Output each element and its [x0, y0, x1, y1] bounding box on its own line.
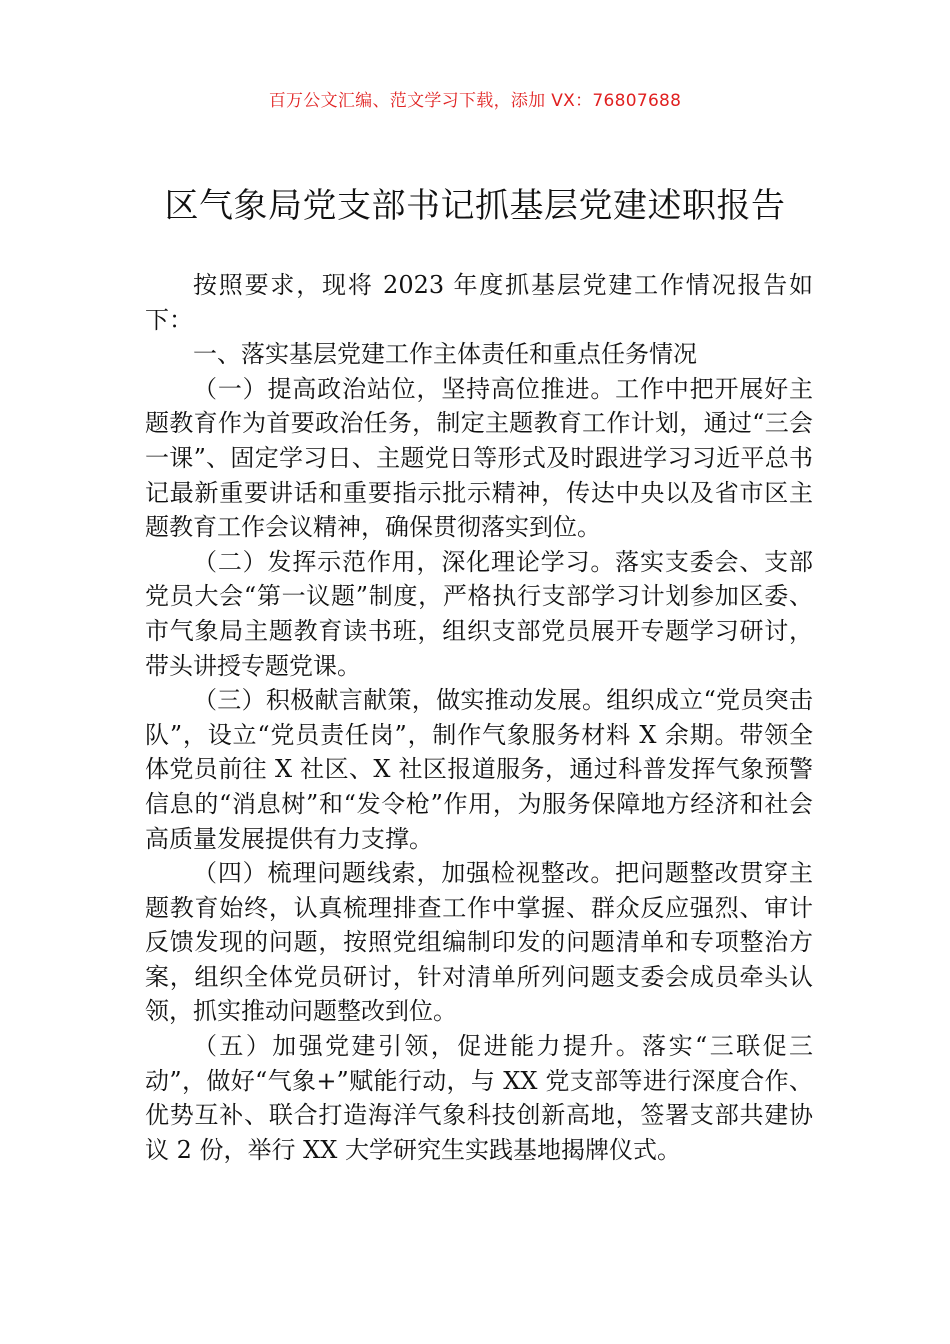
paragraph-item-5: （五）加强党建引领，促进能力提升。落实“三联促三动”，做好“气象+”赋能行动，与 XX 党支部等进行深度合作、优势互补、联合打造海洋气象科技创新高地，签署支部共建协议 2 份，举行 XX 大学研究生实践基地揭牌仪式。 — [145, 1032, 813, 1164]
paragraph-item-3: （三）积极献言献策，做实推动发展。组织成立“党员突击队”，设立“党员责任岗”，制作气象服务材料 X 余期。带领全体党员前往 X 社区、X 社区报道服务，通过科普发挥气象预警信息的“消息树”和“发令枪”作用，为服务保障地方经济和社会高质量发展提供有力支撑。 — [145, 686, 813, 853]
paragraph-item-2: （二）发挥示范作用，深化理论学习。落实支委会、支部党员大会“第一议题”制度，严格执行支部学习计划参加区委、市气象局主题教育读书班，组织支部党员展开专题学习研讨，带头讲授专题党课。 — [145, 547, 813, 680]
paragraph-item-4: （四）梳理问题线索，加强检视整改。把问题整改贯穿主题教育始终，认真梳理排查工作中掌握、群众反应强烈、审计反馈发现的问题，按照党组编制印发的问题清单和专项整治方案，组织全体党员研讨，针对清单所列问题支委会成员牵头认领，抓实推动问题整改到位。 — [145, 859, 813, 1026]
document-title: 区气象局党支部书记抓基层党建述职报告 — [164, 186, 786, 226]
document-body — [145, 268, 813, 1167]
watermark-text: 百万公文汇编、范文学习下载，添加 VX：76807688 — [268, 91, 682, 111]
paragraph-intro: 按照要求，现将 2023 年度抓基层党建工作情况报告如下： — [145, 271, 813, 334]
section-heading-1: 一、落实基层党建工作主体责任和重点任务情况 — [193, 340, 697, 369]
paragraph-item-1: （一）提高政治站位，坚持高位推进。工作中把开展好主题教育作为首要政治任务，制定主题教育工作计划，通过“三会一课”、固定学习日、主题党日等形式及时跟进学习习近平总书记最新重要讲话和重要指示批示精神，传达中央以及省市区主题教育工作会议精神，确保贯彻落实到位。 — [145, 374, 813, 542]
